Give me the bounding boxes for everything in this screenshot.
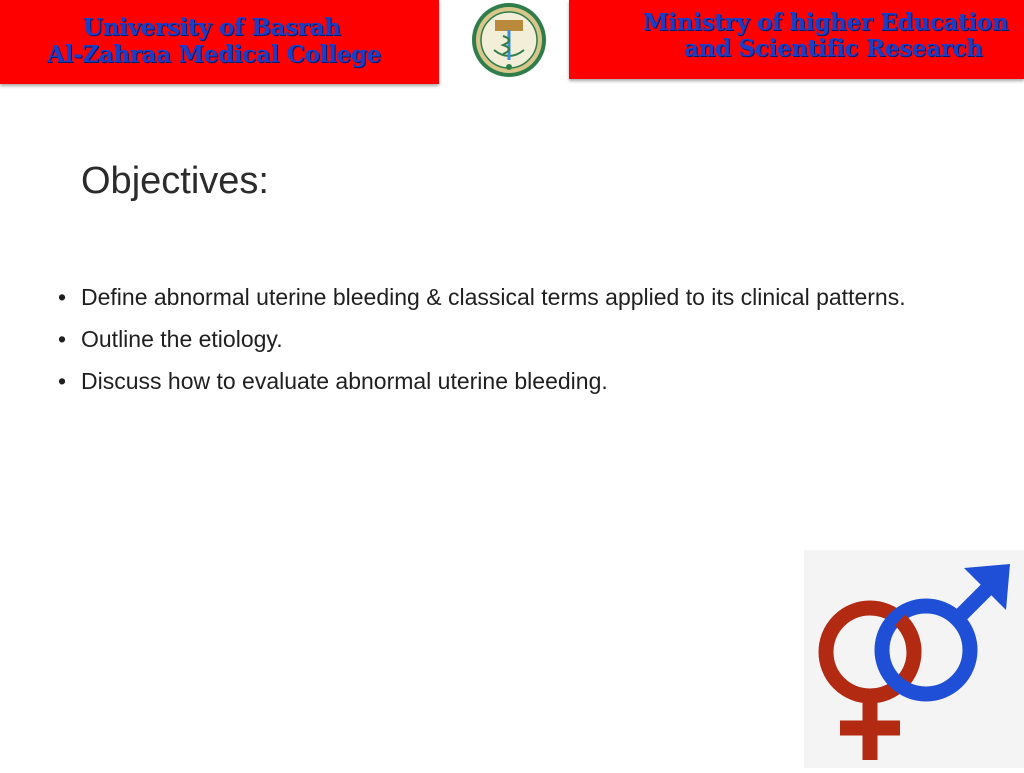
list-item bbox=[58, 366, 978, 397]
header-left-banner bbox=[0, 0, 439, 84]
university-name: University of Basrah bbox=[83, 14, 341, 41]
list-item-text: Discuss how to evaluate abnormal uterine bleeding. bbox=[81, 368, 608, 394]
objectives-list bbox=[58, 282, 978, 408]
ministry-name: Ministry of higher Education bbox=[643, 9, 1009, 36]
ministry-name-line2: and Scientific Research bbox=[684, 35, 983, 62]
college-name: Al-Zahraa Medical College bbox=[47, 41, 382, 68]
bullet: • bbox=[58, 326, 67, 352]
college-seal-icon bbox=[470, 0, 548, 80]
header-right-banner bbox=[569, 0, 1024, 79]
list-item-text: Define abnormal uterine bleeding & classical terms applied to its clinical patterns. bbox=[81, 284, 906, 310]
bullet: • bbox=[58, 368, 67, 394]
slide-title: Objectives: bbox=[81, 160, 269, 202]
male-female-symbol-icon bbox=[804, 550, 1024, 768]
bullet: • bbox=[58, 284, 67, 310]
list-item bbox=[58, 324, 978, 355]
list-item bbox=[58, 282, 978, 313]
list-item-text: Outline the etiology. bbox=[81, 326, 283, 352]
